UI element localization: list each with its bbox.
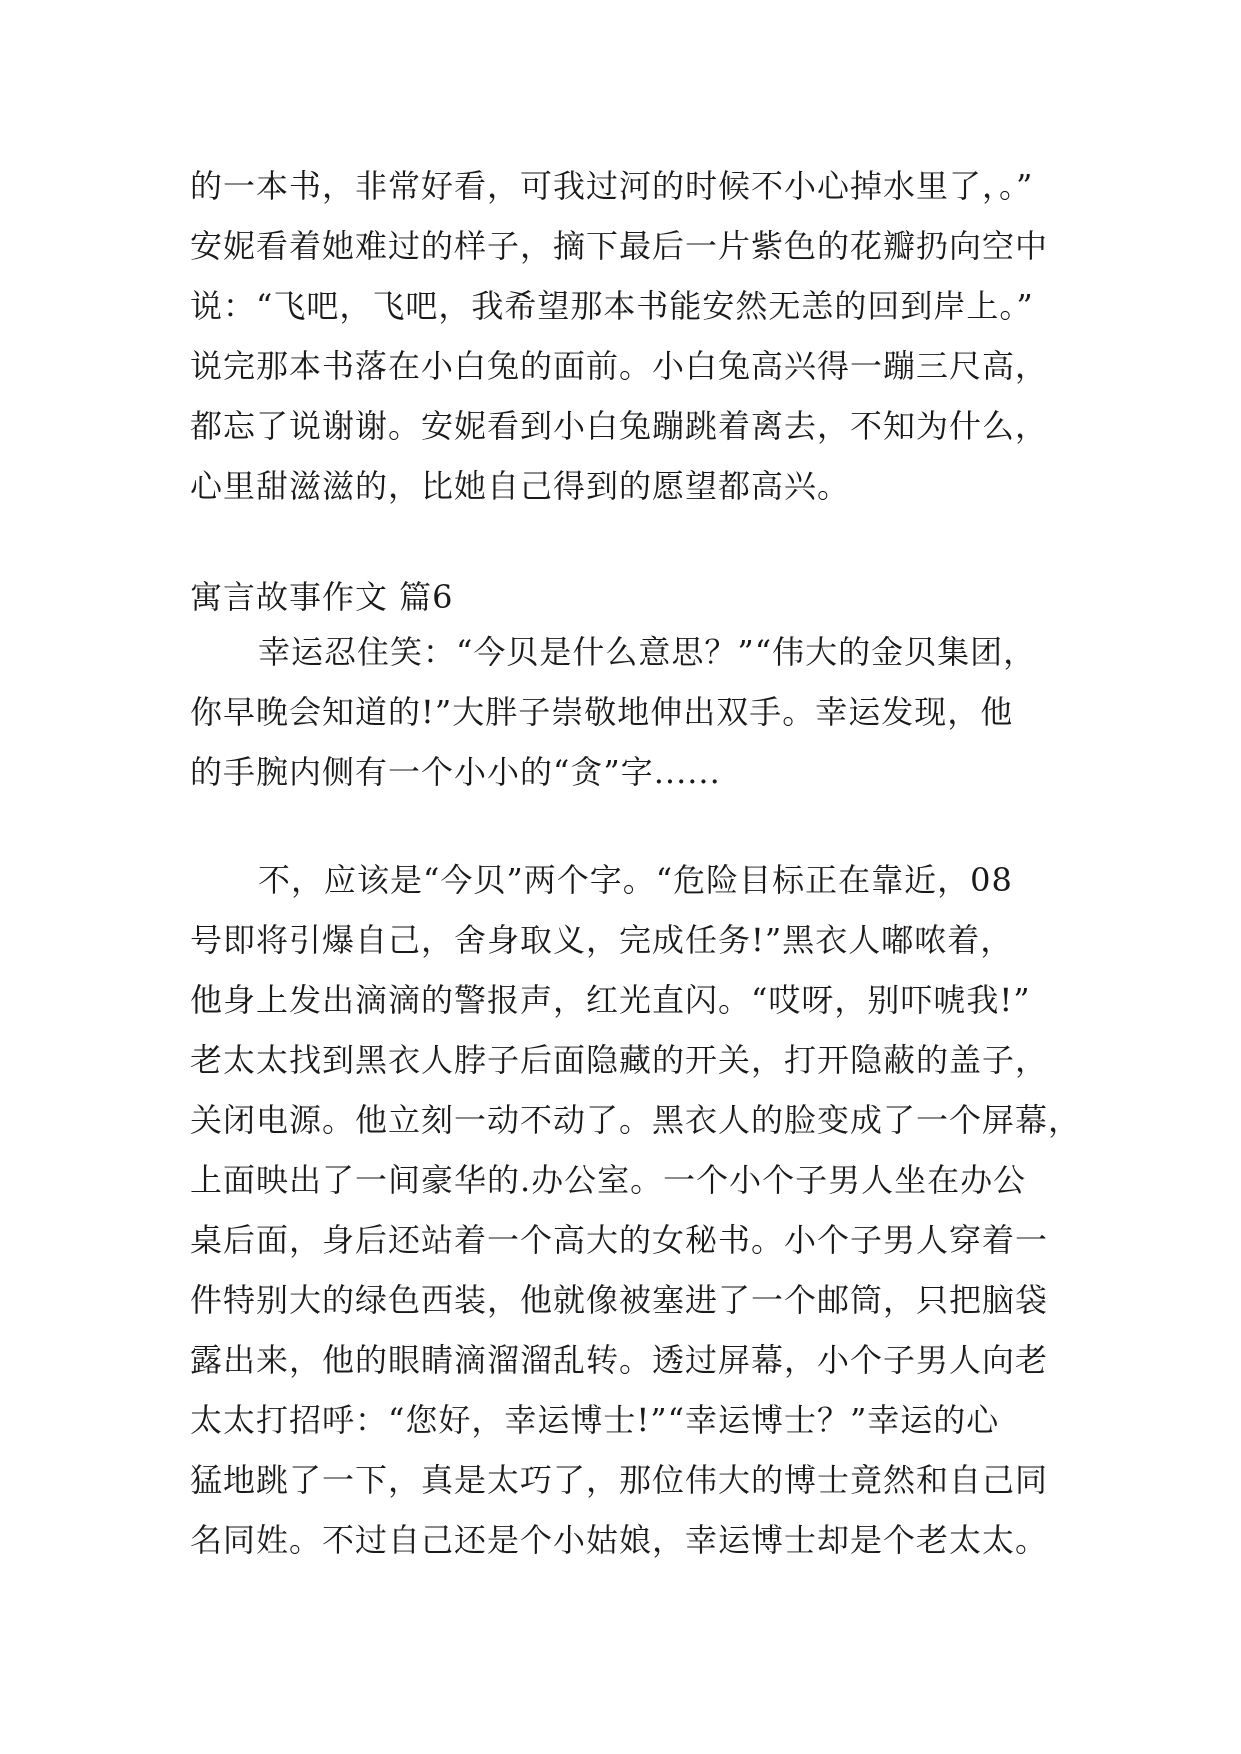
paragraph bbox=[190, 622, 1070, 802]
text-line: 名同姓。不过自己还是个小姑娘，幸运博士却是个老太太。 bbox=[190, 1521, 1049, 1559]
text-line: 上面映出了一间豪华的.办公室。一个小个子男人坐在办公 bbox=[190, 1161, 1027, 1199]
text-line: 都忘了说谢谢。安妮看到小白兔蹦跳着离去，不知为什么， bbox=[190, 407, 1049, 445]
text-line: 猛地跳了一下，真是太巧了，那位伟大的博士竟然和自己同 bbox=[190, 1461, 1049, 1499]
text-line: 的手腕内侧有一个小小的“贪”字...... bbox=[190, 753, 721, 791]
text-line: 心里甜滋滋的，比她自己得到的愿望都高兴。 bbox=[190, 467, 851, 505]
text-line: 的一本书，非常好看，可我过河的时候不小心掉水里了，。” bbox=[190, 167, 1034, 205]
text-line: 老太太找到黑衣人脖子后面隐藏的开关，打开隐蔽的盖子， bbox=[190, 1041, 1049, 1079]
text-line: 不，应该是“今贝”两个字。“危险目标正在靠近，08 bbox=[258, 861, 1013, 899]
text-line: 幸运忍住笑：“今贝是什么意思？”“伟大的金贝集团， bbox=[258, 633, 1037, 671]
text-line: 安妮看着她难过的样子，摘下最后一片紫色的花瓣扔向空中 bbox=[190, 227, 1049, 265]
paragraph-continued bbox=[190, 156, 1070, 516]
text-line: 件特别大的绿色西装，他就像被塞进了一个邮筒，只把脑袋 bbox=[190, 1281, 1049, 1319]
text-line: 说完那本书落在小白兔的面前。小白兔高兴得一蹦三尺高， bbox=[190, 347, 1049, 385]
section-heading: 寓言故事作文 篇6 bbox=[190, 578, 454, 616]
text-line: 关闭电源。他立刻一动不动了。黑衣人的脸变成了一个屏幕， bbox=[190, 1101, 1082, 1139]
paragraph bbox=[190, 850, 1082, 1570]
text-line: 号即将引爆自己，舍身取义，完成任务!”黑衣人嘟哝着， bbox=[190, 921, 1014, 959]
text-line: 太太打招呼：“您好，幸运博士!”“幸运博士？”幸运的心 bbox=[190, 1401, 1000, 1439]
text-line: 你早晚会知道的!”大胖子崇敬地伸出双手。幸运发现，他 bbox=[190, 693, 1014, 731]
text-line: 桌后面，身后还站着一个高大的女秘书。小个子男人穿着一 bbox=[190, 1221, 1049, 1259]
text-line: 露出来，他的眼睛滴溜溜乱转。透过屏幕，小个子男人向老 bbox=[190, 1341, 1049, 1379]
text-line: 说：“飞吧，飞吧，我希望那本书能安然无恙的回到岸上。” bbox=[190, 287, 1034, 325]
section-heading-block bbox=[190, 567, 1070, 627]
text-line: 他身上发出滴滴的警报声，红光直闪。“哎呀，别吓唬我!” bbox=[190, 981, 1031, 1019]
